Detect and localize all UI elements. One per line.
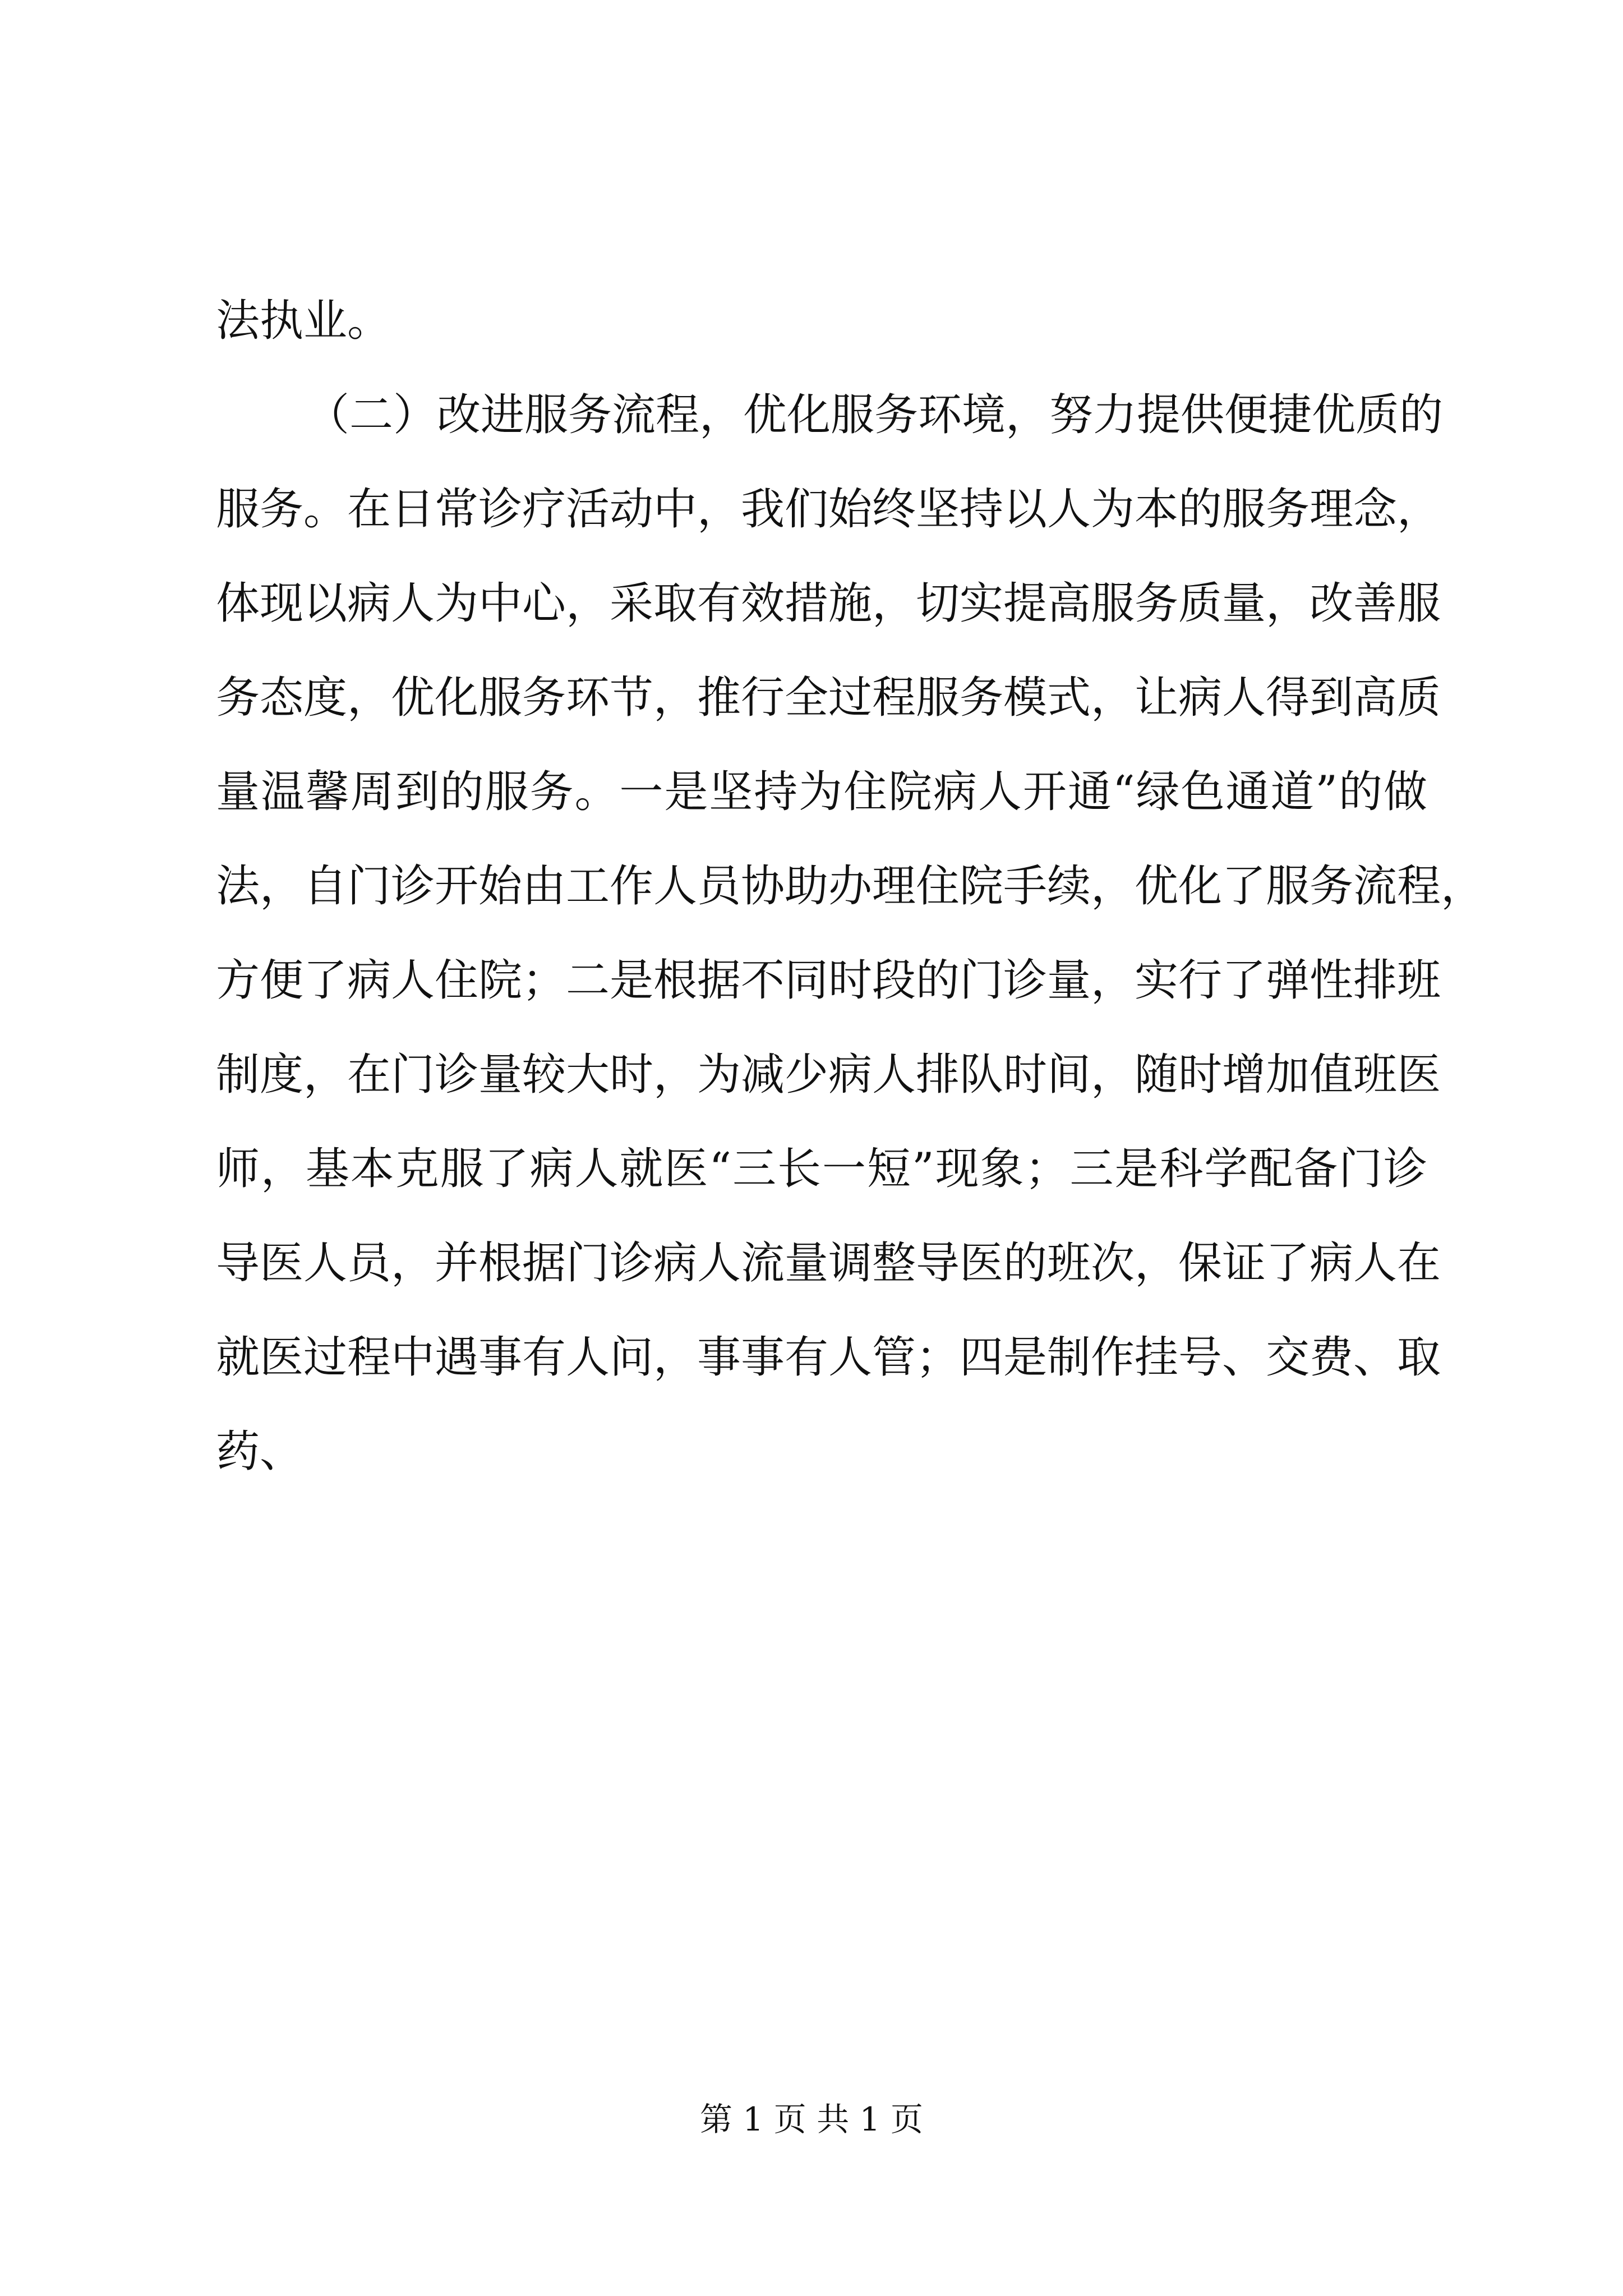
text-line: 体现以病人为中心，采取有效措施，切实提高服务质量，改善服 — [216, 578, 1441, 629]
paragraph-first-line: （二）改进服务流程，优化服务环境，努力提供便捷优质的 — [306, 390, 1444, 440]
text-line: 法执业。 — [216, 296, 391, 346]
text-line: 药、 — [216, 1427, 304, 1477]
text-line: 方便了病人住院；二是根据不同时段的门诊量，实行了弹性排班 — [216, 955, 1441, 1006]
text-line: 就医过程中遇事有人问，事事有人管；四是制作挂号、交费、取 — [216, 1332, 1441, 1383]
text-line: 导医人员，并根据门诊病人流量调整导医的班次，保证了病人在 — [216, 1238, 1441, 1289]
page-footer: 第 1 页 共 1 页 — [700, 2100, 923, 2138]
text-line: 务态度，优化服务环节，推行全过程服务模式，让病人得到高质 — [216, 673, 1441, 723]
document-body — [216, 274, 1485, 1499]
text-line: 制度，在门诊量较大时，为减少病人排队时间，随时增加值班医 — [216, 1050, 1441, 1100]
text-line: 服务。在日常诊疗活动中，我们始终坚持以人为本的服务理念， — [216, 484, 1441, 535]
text-line: 量温馨周到的服务。一是坚持为住院病人开通“绿色通道”的做 — [216, 767, 1427, 817]
text-line: 师，基本克服了病人就医“三长一短”现象；三是科学配备门诊 — [216, 1144, 1427, 1194]
text-line: 法，自门诊开始由工作人员协助办理住院手续，优化了服务流程， — [216, 861, 1485, 912]
